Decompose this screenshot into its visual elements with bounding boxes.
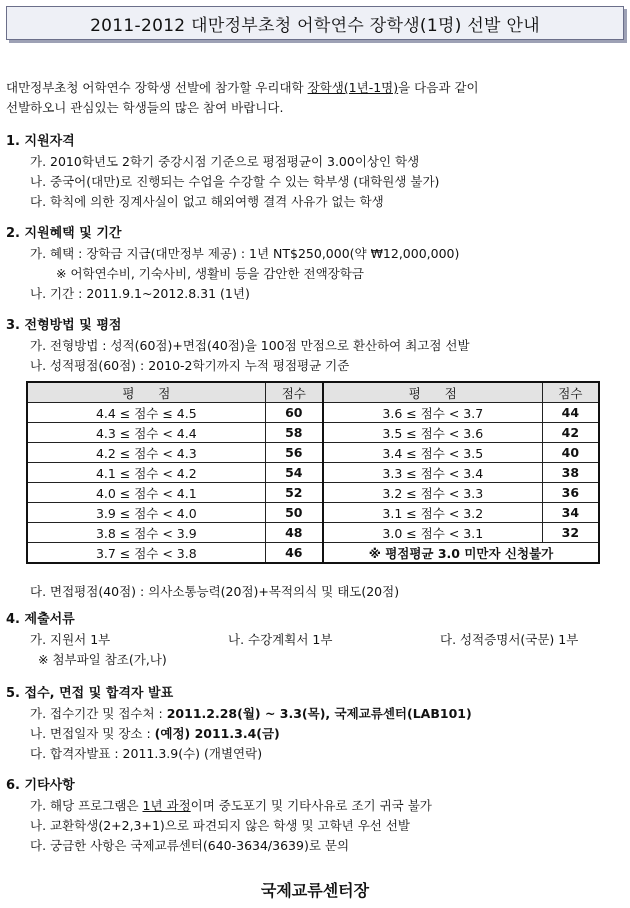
score-table (26, 381, 600, 564)
cell-range-right: 3.5 ≤ 점수 < 3.6 (323, 423, 542, 443)
score-table-row (27, 423, 599, 443)
score-table-row (27, 463, 599, 483)
cell-points-left: 48 (265, 523, 323, 543)
cell-points-left: 60 (265, 403, 323, 423)
header-points-right: 점수 (542, 382, 599, 403)
cell-points-left: 58 (265, 423, 323, 443)
section-4-note: ※ 첨부파일 참조(가,나) (38, 652, 167, 667)
cell-range-right: 3.1 ≤ 점수 < 3.2 (323, 503, 542, 523)
cell-points-right: 36 (542, 483, 599, 503)
section-1-item-a: 가. 2010학년도 2학기 중강시점 기준으로 평점평균이 3.00이상인 학생 (30, 154, 420, 169)
section-4-heading: 4. 제출서류 (6, 612, 75, 627)
cell-range-right: 3.2 ≤ 점수 < 3.3 (323, 483, 542, 503)
cell-range-right: 3.3 ≤ 점수 < 3.4 (323, 463, 542, 483)
document-title (6, 6, 624, 40)
cell-points-right: 38 (542, 463, 599, 483)
cell-range-right: 3.0 ≤ 점수 < 3.1 (323, 523, 542, 543)
section-2-item-a: 가. 혜택 : 장학금 지급(대만정부 제공) : 1년 NT$250,000(약 ₩12,000,000) (30, 246, 460, 261)
cell-ineligible-note: ※ 평점평균 3.0 미만자 신청불가 (323, 543, 599, 564)
section-3-heading: 3. 전형방법 및 평점 (6, 318, 122, 333)
section-5-a-value: 2011.2.28(월) ~ 3.3(목), 국제교류센터(LAB101) (166, 706, 472, 721)
score-table-header (27, 382, 599, 403)
section-6-a-underlined: 1년 과정 (142, 798, 191, 813)
section-4-item-a: 가. 지원서 1부 (30, 632, 111, 647)
section-6-item-a (30, 798, 432, 814)
section-6-a-text: 가. 해당 프로그램은 (30, 798, 143, 813)
cell-points-left: 52 (265, 483, 323, 503)
cell-points-left: 56 (265, 443, 323, 463)
section-2-item-b: 나. 기간 : 2011.9.1~2012.8.31 (1년) (30, 286, 250, 301)
cell-points-right: 42 (542, 423, 599, 443)
section-3-item-c: 다. 면접평점(40점) : 의사소통능력(20점)+목적의식 및 태도(20점) (30, 584, 400, 599)
signature-footer: 국제교류센터장 (260, 881, 370, 900)
cell-range-left: 4.3 ≤ 점수 < 4.4 (27, 423, 265, 443)
section-3-item-a: 가. 전형방법 : 성적(60점)+면접(40점)을 100점 만점으로 환산하여 최고점 선발 (30, 338, 470, 353)
cell-range-left: 4.1 ≤ 점수 < 4.2 (27, 463, 265, 483)
section-4-item-b: 나. 수강계획서 1부 (228, 632, 333, 647)
section-2-note: ※ 어학연수비, 기숙사비, 생활비 등을 감안한 전액장학금 (56, 266, 364, 281)
cell-range-left: 3.8 ≤ 점수 < 3.9 (27, 523, 265, 543)
section-5-item-b (30, 726, 280, 742)
cell-points-left: 50 (265, 503, 323, 523)
cell-points-left: 54 (265, 463, 323, 483)
section-5-item-c: 다. 합격자발표 : 2011.3.9(수) (개별연락) (30, 746, 263, 761)
score-table-row (27, 503, 599, 523)
score-table-row (27, 483, 599, 503)
cell-range-right: 3.6 ≤ 점수 < 3.7 (323, 403, 542, 423)
intro-text-end: 을 다음과 같이 (398, 80, 479, 95)
cell-range-left: 3.9 ≤ 점수 < 4.0 (27, 503, 265, 523)
cell-points-left: 46 (265, 543, 323, 564)
cell-range-left: 4.0 ≤ 점수 < 4.1 (27, 483, 265, 503)
section-5-item-a (30, 706, 472, 722)
section-6-heading: 6. 기타사항 (6, 778, 75, 793)
section-5-b-value: (예정) 2011.3.4(금) (154, 726, 280, 741)
cell-points-right: 34 (542, 503, 599, 523)
cell-points-right: 40 (542, 443, 599, 463)
section-5-b-label: 나. 면접일자 및 장소 : (30, 726, 155, 741)
cell-range-left: 4.2 ≤ 점수 < 4.3 (27, 443, 265, 463)
section-3-item-b: 나. 성적평점(60점) : 2010-2학기까지 누적 평점평균 기준 (30, 358, 350, 373)
intro-line-2: 선발하오니 관심있는 학생들의 많은 참여 바랍니다. (6, 100, 284, 115)
intro-line-1 (6, 80, 479, 96)
section-6-item-b: 나. 교환학생(2+2,3+1)으로 파견되지 않은 학생 및 고학년 우선 선발 (30, 818, 410, 833)
score-table-row (27, 543, 599, 564)
score-table-row (27, 403, 599, 423)
title-text: 2011-2012 대만정부초청 어학연수 장학생(1명) 선발 안내 (90, 15, 540, 36)
section-4-item-c: 다. 성적증명서(국문) 1부 (440, 632, 579, 647)
header-range-right: 평 점 (323, 382, 542, 403)
section-1-item-c: 다. 학칙에 의한 징계사실이 없고 해외여행 결격 사유가 없는 학생 (30, 194, 384, 209)
cell-range-right: 3.4 ≤ 점수 < 3.5 (323, 443, 542, 463)
score-table-row (27, 443, 599, 463)
cell-range-left: 3.7 ≤ 점수 < 3.8 (27, 543, 265, 564)
score-table-row (27, 523, 599, 543)
cell-points-right: 44 (542, 403, 599, 423)
header-points-left: 점수 (265, 382, 323, 403)
section-1-item-b: 나. 중국어(대만)로 진행되는 수업을 수강할 수 있는 학부생 (대학원생 불가) (30, 174, 440, 189)
section-1-heading: 1. 지원자격 (6, 134, 75, 149)
cell-points-right: 32 (542, 523, 599, 543)
section-6-a-text-end: 이며 중도포기 및 기타사유로 조기 귀국 불가 (190, 798, 432, 813)
section-5-a-label: 가. 접수기간 및 접수처 : (30, 706, 167, 721)
cell-range-left: 4.4 ≤ 점수 ≤ 4.5 (27, 403, 265, 423)
section-2-heading: 2. 지원혜택 및 기간 (6, 226, 122, 241)
section-5-heading: 5. 접수, 면접 및 합격자 발표 (6, 686, 174, 701)
section-6-item-c: 다. 궁금한 사항은 국제교류센터(640-3634/3639)로 문의 (30, 838, 350, 853)
intro-underlined: 장학생(1년-1명) (307, 80, 399, 95)
header-range-left: 평 점 (27, 382, 265, 403)
intro-text: 대만정부초청 어학연수 장학생 선발에 참가할 우리대학 (6, 80, 308, 95)
